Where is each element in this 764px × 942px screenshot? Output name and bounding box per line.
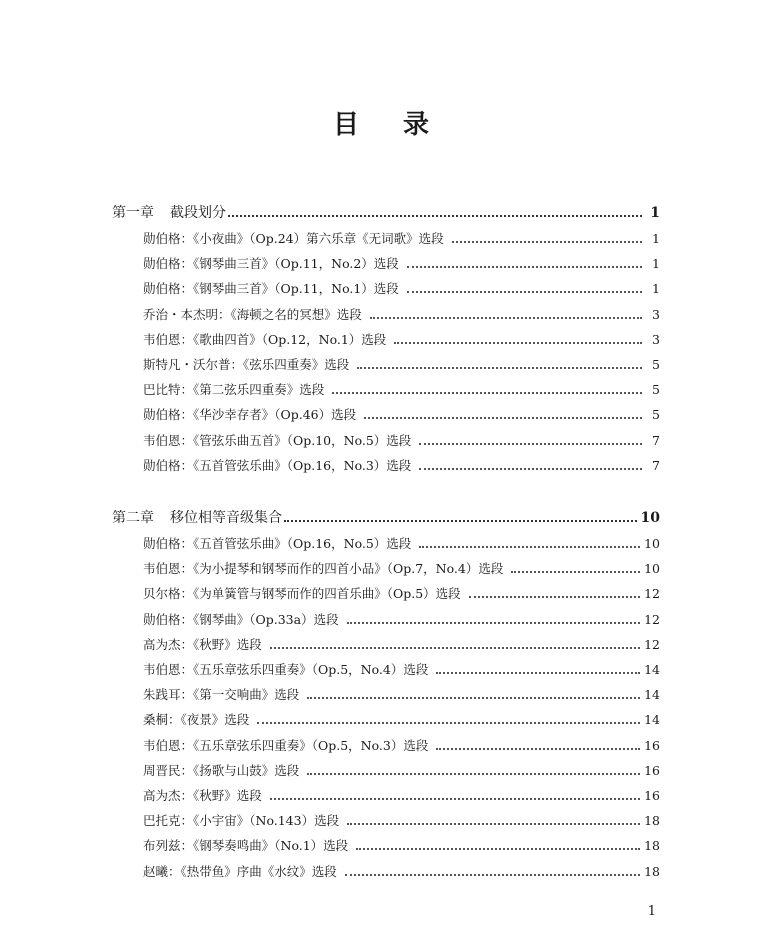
toc-entry-page: 12: [644, 612, 660, 627]
toc-entry[interactable]: [143, 610, 660, 630]
toc-entry-page: 1: [652, 231, 660, 246]
toc-entry[interactable]: [143, 380, 660, 400]
toc-entry-title: 巴比特：《第二弦乐四重奏》选段: [143, 382, 325, 397]
toc-entry-page: 1: [652, 281, 660, 296]
chapter-number: 第一章: [112, 205, 154, 221]
toc-entry-page: 12: [644, 637, 660, 652]
toc-entry-page: 3: [652, 332, 660, 347]
toc-entry[interactable]: [143, 736, 660, 756]
toc-entry[interactable]: [143, 305, 660, 325]
toc-entry-page: 7: [652, 458, 660, 473]
toc-entry-page: 18: [644, 838, 660, 853]
toc-entry[interactable]: [143, 836, 660, 856]
toc-entry[interactable]: [143, 456, 660, 476]
chapter-heading[interactable]: [112, 508, 660, 528]
dot-leader: [270, 647, 640, 649]
dot-leader: [228, 215, 642, 217]
toc-entry-page: 12: [644, 586, 660, 601]
chapter-title: 移位相等音级集合: [170, 510, 282, 526]
toc-entry[interactable]: [143, 279, 660, 299]
dot-leader: [436, 672, 640, 674]
toc-entry[interactable]: [143, 229, 660, 249]
toc-entry-page: 1: [652, 256, 660, 271]
toc-entry-page: 7: [652, 433, 660, 448]
chapter-page: 1: [650, 205, 660, 221]
toc-entry[interactable]: [143, 431, 660, 451]
toc-entry-page: 10: [644, 561, 660, 576]
dot-leader: [407, 291, 642, 293]
toc-entry-page: 16: [644, 763, 660, 778]
toc-entry-title: 巴托克：《小宇宙》（No.143）选段: [143, 813, 340, 828]
toc-entry-title: 勋伯格：《五首管弦乐曲》（Op.16，No.5）选段: [143, 536, 412, 551]
dot-leader: [419, 546, 640, 548]
dot-leader: [394, 342, 642, 344]
toc-entry[interactable]: [143, 761, 660, 781]
toc-entry-title: 贝尔格：《为单簧管与钢琴而作的四首乐曲》（Op.5）选段: [143, 586, 461, 601]
toc-entry-page: 3: [652, 307, 660, 322]
toc-entry-page: 14: [644, 687, 660, 702]
toc-entry-title: 布列兹：《钢琴奏鸣曲》（No.1）选段: [143, 838, 349, 853]
toc-entry-title: 斯特凡・沃尔普：《弦乐四重奏》选段: [143, 357, 350, 372]
toc-entry[interactable]: [143, 405, 660, 425]
toc-entry[interactable]: [143, 862, 660, 882]
toc-entry[interactable]: [143, 685, 660, 705]
dot-leader: [469, 596, 640, 598]
toc-entry-title: 周晋民：《扬歌与山鼓》选段: [143, 763, 300, 778]
dot-leader: [436, 748, 640, 750]
dot-leader: [332, 392, 642, 394]
chapter-page: 10: [640, 510, 660, 526]
toc-entry[interactable]: [143, 660, 660, 680]
toc-entry[interactable]: [143, 635, 660, 655]
toc-entry-page: 16: [644, 738, 660, 753]
toc-entry[interactable]: [143, 786, 660, 806]
toc-entry-title: 赵曦：《热带鱼》序曲《水纹》选段: [143, 864, 337, 879]
toc-entry-title: 朱践耳：《第一交响曲》选段: [143, 687, 300, 702]
dot-leader: [345, 874, 640, 876]
toc-entry[interactable]: [143, 584, 660, 604]
toc-entry-title: 桑桐：《夜景》选段: [143, 712, 250, 727]
toc-entry[interactable]: [143, 534, 660, 554]
toc-entry-title: 勋伯格：《华沙幸存者》（Op.46）选段: [143, 407, 357, 422]
toc-entry[interactable]: [143, 355, 660, 375]
page-title: [0, 104, 764, 141]
toc-entry-title: 韦伯恩：《歌曲四首》（Op.12，No.1）选段: [143, 332, 387, 347]
toc-entry[interactable]: [143, 710, 660, 730]
toc-entry-title: 勋伯格：《钢琴曲三首》（Op.11，No.2）选段: [143, 256, 399, 271]
dot-leader: [419, 468, 642, 470]
dot-leader: [307, 697, 640, 699]
dot-leader: [364, 417, 642, 419]
toc-entry[interactable]: [143, 330, 660, 350]
toc-entry-page: 18: [644, 864, 660, 879]
toc-entry-title: 高为杰：《秋野》选段: [143, 788, 262, 803]
toc-entry-page: 5: [652, 357, 660, 372]
dot-leader: [407, 266, 642, 268]
dot-leader: [452, 241, 642, 243]
toc-entry-title: 勋伯格：《钢琴曲》（Op.33a）选段: [143, 612, 339, 627]
toc-entry-title: 乔治・本杰明：《海顿之名的冥想》选段: [143, 307, 362, 322]
dot-leader: [257, 722, 640, 724]
chapter-title: 截段划分: [170, 205, 226, 221]
chapter-number: 第二章: [112, 510, 154, 526]
toc-entry-page: 14: [644, 662, 660, 677]
toc-entry-title: 韦伯恩：《为小提琴和钢琴而作的四首小品》（Op.7，No.4）选段: [143, 561, 504, 576]
dot-leader: [347, 622, 641, 624]
toc-entry-title: 韦伯恩：《五乐章弦乐四重奏》（Op.5，No.3）选段: [143, 738, 429, 753]
toc-entry-title: 高为杰：《秋野》选段: [143, 637, 262, 652]
title-char-1: 目: [332, 110, 361, 140]
toc-entry[interactable]: [143, 559, 660, 579]
dot-leader: [284, 520, 637, 522]
chapter-heading[interactable]: [112, 203, 660, 223]
toc-entry[interactable]: [143, 254, 660, 274]
toc-entry-page: 5: [652, 407, 660, 422]
toc-entry[interactable]: [143, 811, 660, 831]
toc-entry-title: 勋伯格：《钢琴曲三首》（Op.11，No.1）选段: [143, 281, 399, 296]
toc-entry-page: 10: [644, 536, 660, 551]
dot-leader: [511, 571, 640, 573]
toc-entry-page: 16: [644, 788, 660, 803]
page-number: 1: [647, 904, 656, 919]
dot-leader: [419, 443, 642, 445]
toc-entry-title: 韦伯恩：《管弦乐曲五首》（Op.10，No.5）选段: [143, 433, 412, 448]
dot-leader: [370, 317, 642, 319]
dot-leader: [270, 798, 640, 800]
dot-leader: [356, 848, 640, 850]
toc-entry-title: 勋伯格：《五首管弦乐曲》（Op.16，No.3）选段: [143, 458, 412, 473]
dot-leader: [347, 823, 640, 825]
toc-entry-page: 18: [644, 813, 660, 828]
toc-entry-title: 韦伯恩：《五乐章弦乐四重奏》（Op.5，No.4）选段: [143, 662, 429, 677]
toc-entry-page: 5: [652, 382, 660, 397]
toc-entry-page: 14: [644, 712, 660, 727]
title-char-2: 录: [403, 110, 432, 140]
dot-leader: [307, 773, 640, 775]
toc-entry-title: 勋伯格：《小夜曲》（Op.24）第六乐章《无词歌》选段: [143, 231, 444, 246]
dot-leader: [357, 367, 642, 369]
